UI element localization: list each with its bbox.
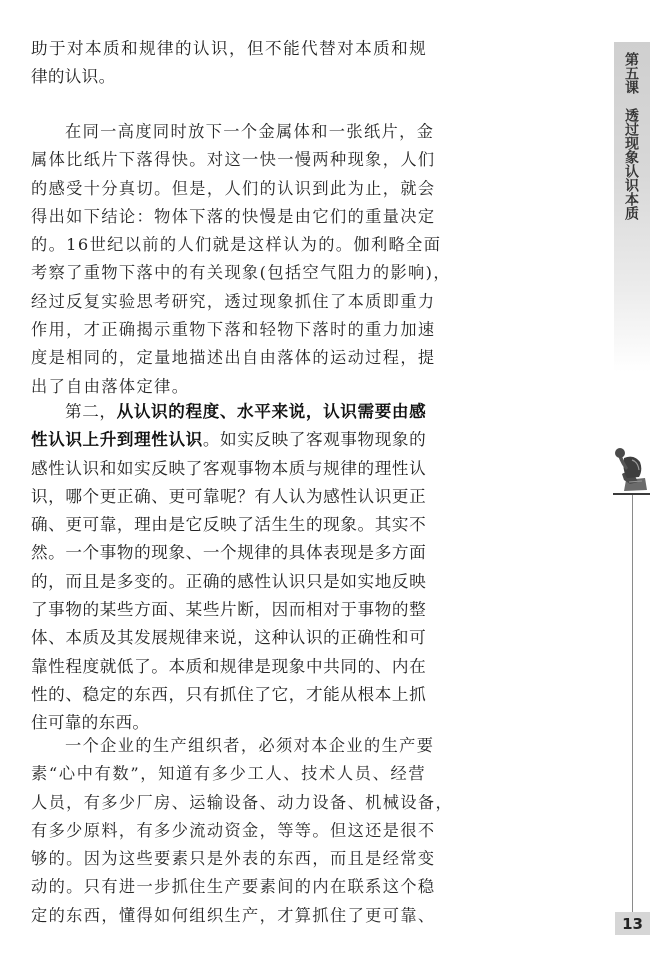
- text-line: 定的东西，懂得如何组织生产，才算抓住了更可靠、: [31, 905, 436, 925]
- paragraph-enterprise-example: [31, 732, 454, 930]
- point-lead: 第二，: [65, 402, 117, 421]
- chapter-tab: [614, 42, 650, 372]
- text-line: 出了自由落体定律。: [31, 376, 190, 396]
- text-line: 靠性程度就低了。本质和规律是现象中共同的、内在: [31, 656, 426, 676]
- text-line: 有多少原料，有多少流动资金，等等。但这还是很不: [31, 820, 436, 840]
- text-line: 感性认识和如实反映了客观事物本质与规律的理性认: [31, 458, 426, 478]
- text-line: 属体比纸片下落得快。对这一快一慢两种现象，人们: [31, 150, 436, 170]
- lesson-title: 透过现象认识本质: [623, 108, 639, 220]
- text-line: 经过反复实验思考研究，透过现象抓住了本质即重力: [31, 291, 436, 311]
- text-line: 够的。因为这些要素只是外表的东西，而且是经常变: [31, 849, 436, 869]
- key-statement-part2: 性认识上升到理性认识: [31, 430, 203, 450]
- text-line: 律的认识。: [31, 67, 116, 87]
- key-statement-part1: 从认识的程度、水平来说，认识需要由感: [116, 402, 426, 421]
- text-line: [31, 398, 426, 426]
- text-line: 的。16世纪以前的人们就是这样认为的。伽利略全面: [31, 235, 442, 255]
- thinker-statue-icon: [612, 444, 650, 492]
- paragraph-continuation: [31, 35, 426, 92]
- text-line: 在同一高度同时放下一个金属体和一张纸片，金: [65, 122, 435, 141]
- text-line: 体、本质及其发展规律来说，这种认识的正确性和可: [31, 628, 426, 648]
- paragraph-second-point: [31, 398, 426, 738]
- margin-rule-vertical: [632, 495, 633, 913]
- paragraph-galileo-example: [31, 118, 451, 401]
- text-line: 作用，才正确揭示重物下落和轻物下落时的重力加速: [31, 320, 436, 340]
- text-line: 然。一个事物的现象、一个规律的具体表现是多方面: [31, 543, 426, 563]
- text-line: 人员，有多少厂房、运输设备、动力设备、机械设备，: [31, 792, 454, 812]
- page-number: 13: [615, 912, 650, 935]
- text-line: 的感受十分真切。但是，人们的认识到此为止，就会: [31, 178, 436, 198]
- text-fragment: 。如实反映了客观事物现象的: [202, 430, 427, 450]
- text-line: 得出如下结论：物体下落的快慢是由它们的重量决定: [31, 206, 436, 226]
- text-line: 的，而且是多变的。正确的感性认识只是如实地反映: [31, 571, 426, 591]
- text-line: 一个企业的生产组织者，必须对本企业的生产要: [65, 736, 435, 755]
- text-line: 确、更可靠，理由是它反映了活生生的现象。其实不: [31, 515, 426, 535]
- text-line: 了事物的某些方面、某些片断，因而相对于事物的整: [31, 600, 426, 620]
- chapter-tab-label: [623, 52, 639, 220]
- text-line: [31, 426, 426, 454]
- text-line: 度是相同的，定量地描述出自由落体的运动过程，提: [31, 348, 436, 368]
- text-line: 考察了重物下落中的有关现象(包括空气阻力的影响)，: [31, 263, 451, 283]
- text-line: 助于对本质和规律的认识，但不能代替对本质和规: [31, 39, 426, 58]
- lesson-number: 第五课: [623, 52, 639, 94]
- text-line: 动的。只有进一步抓住生产要素间的内在联系这个稳: [31, 877, 436, 897]
- text-line: 住可靠的东西。: [31, 713, 150, 733]
- text-line: 性的、稳定的东西，只有抓住了它，才能从根本上抓: [31, 684, 426, 704]
- text-line: 识，哪个更正确、更可靠呢？有人认为感性认识更正: [31, 486, 426, 506]
- text-line: 素“心中有数”，知道有多少工人、技术人员、经营: [31, 764, 426, 784]
